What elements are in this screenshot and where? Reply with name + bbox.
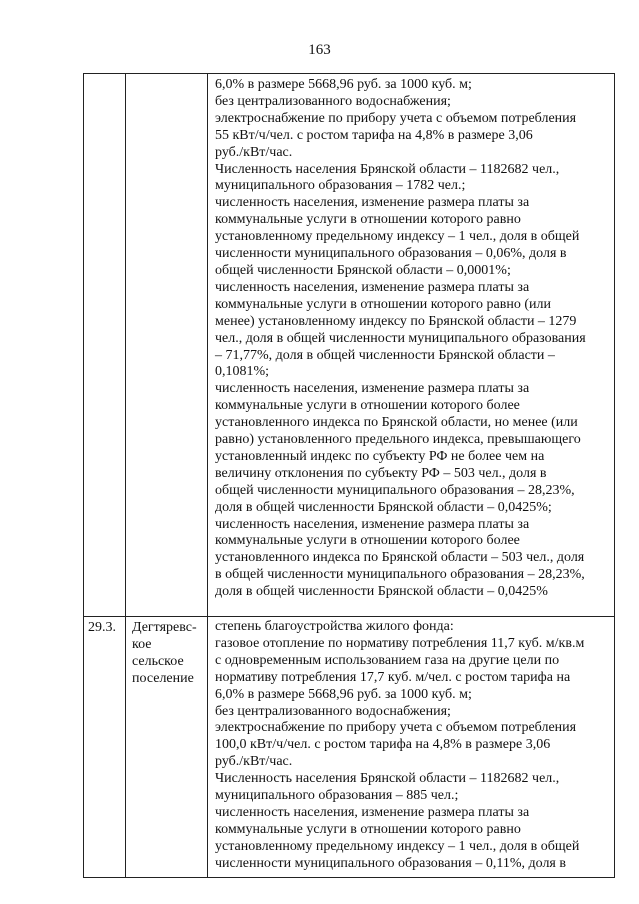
text-line: 55 кВт/ч/чел. с ростом тарифа на 4,8% в размере 3,06 <box>215 127 533 143</box>
text-line: муниципального образования – 885 чел.; <box>215 788 459 804</box>
text-line: равно) установленного предельного индекса, превышающего <box>215 432 581 448</box>
text-line: с одновременным использованием газа на другие цели по <box>215 652 560 668</box>
text-line: 100,0 кВт/ч/чел. с ростом тарифа на 4,8% в размере 3,06 <box>215 737 551 753</box>
row-number: 29.3. <box>88 620 116 635</box>
text-line: доля в общей численности Брянской области – 0,0425% <box>215 584 548 600</box>
text-line: численность населения, изменение размера платы за <box>215 195 530 211</box>
text-line: степень благоустройства жилого фонда: <box>215 619 454 634</box>
row-divider <box>84 616 614 617</box>
text-line: электроснабжение по прибору учета с объемом потребления <box>215 110 577 126</box>
column-divider <box>207 74 208 877</box>
column-divider <box>125 74 126 877</box>
row-2-description <box>215 619 611 873</box>
text-line: без централизованного водоснабжения; <box>215 93 451 109</box>
name-line: кое <box>132 637 152 652</box>
text-line: газовое отопление по нормативу потребления 11,7 куб. м/кв.м <box>215 635 585 651</box>
text-line: электроснабжение по прибору учета с объемом потребления <box>215 720 577 736</box>
name-line: Дегтяревс- <box>132 620 197 635</box>
text-line: в общей численности муниципального образования – 28,23%, <box>215 567 585 583</box>
text-line: коммунальные услуги в отношении которого более <box>215 533 520 549</box>
text-line: руб./кВт/час. <box>215 754 293 770</box>
text-line: чел., доля в общей численности муниципального образования <box>215 330 586 346</box>
document-table <box>83 73 615 878</box>
text-line: численность населения, изменение размера платы за <box>215 381 530 397</box>
text-line: 6,0% в размере 5668,96 руб. за 1000 куб. м; <box>215 686 472 702</box>
text-line: Численность населения Брянской области – 1182682 чел., <box>215 161 560 177</box>
text-line: численность населения, изменение размера платы за <box>215 279 530 295</box>
text-line: нормативу потребления 17,7 куб. м/чел. с ростом тарифа на <box>215 669 571 685</box>
text-line: коммунальные услуги в отношении которого равно (или <box>215 296 551 312</box>
text-line: без централизованного водоснабжения; <box>215 703 451 719</box>
text-line: установленный индекс по субъекту РФ не более чем на <box>215 448 545 464</box>
municipality-name <box>132 619 197 687</box>
page-number: 163 <box>308 42 331 58</box>
row-1-description <box>215 77 611 601</box>
text-line: коммунальные услуги в отношении которого равно <box>215 821 521 837</box>
text-line: – 71,77%, доля в общей численности Брянской области – <box>215 347 555 363</box>
text-line: величину отклонения по субъекту РФ – 503 чел., доля в <box>215 465 547 481</box>
text-line: численность населения, изменение размера платы за <box>215 516 530 532</box>
text-line: общей численности муниципального образования – 28,23%, <box>215 482 575 498</box>
text-line: коммунальные услуги в отношении которого равно <box>215 212 521 228</box>
text-line: установленному предельному индексу – 1 чел., доля в общей <box>215 229 580 245</box>
text-line: установленного индекса по Брянской области – 503 чел., доля <box>215 550 585 566</box>
text-line: Численность населения Брянской области – 1182682 чел., <box>215 771 560 787</box>
text-line: численность населения, изменение размера платы за <box>215 804 530 820</box>
text-line: коммунальные услуги в отношении которого более <box>215 398 520 414</box>
text-line: численности муниципального образования – 0,11%, доля в <box>215 855 566 871</box>
text-line: доля в общей численности Брянской области – 0,0425%; <box>215 499 552 515</box>
text-line: общей численности Брянской области – 0,0001%; <box>215 262 511 278</box>
text-line: муниципального образования – 1782 чел.; <box>215 178 466 194</box>
text-line: руб./кВт/час. <box>215 144 293 160</box>
text-line: 0,1081%; <box>215 364 270 380</box>
text-line: установленного индекса по Брянской области, но менее (или <box>215 415 578 431</box>
text-line: 6,0% в размере 5668,96 руб. за 1000 куб. м; <box>215 77 472 92</box>
name-line: поселение <box>132 671 194 686</box>
text-line: установленному предельному индексу – 1 чел., доля в общей <box>215 838 580 854</box>
name-line: сельское <box>132 654 184 669</box>
text-line: численности муниципального образования – 0,06%, доля в <box>215 246 567 262</box>
text-line: менее) установленному индексу по Брянской области – 1279 <box>215 313 577 329</box>
